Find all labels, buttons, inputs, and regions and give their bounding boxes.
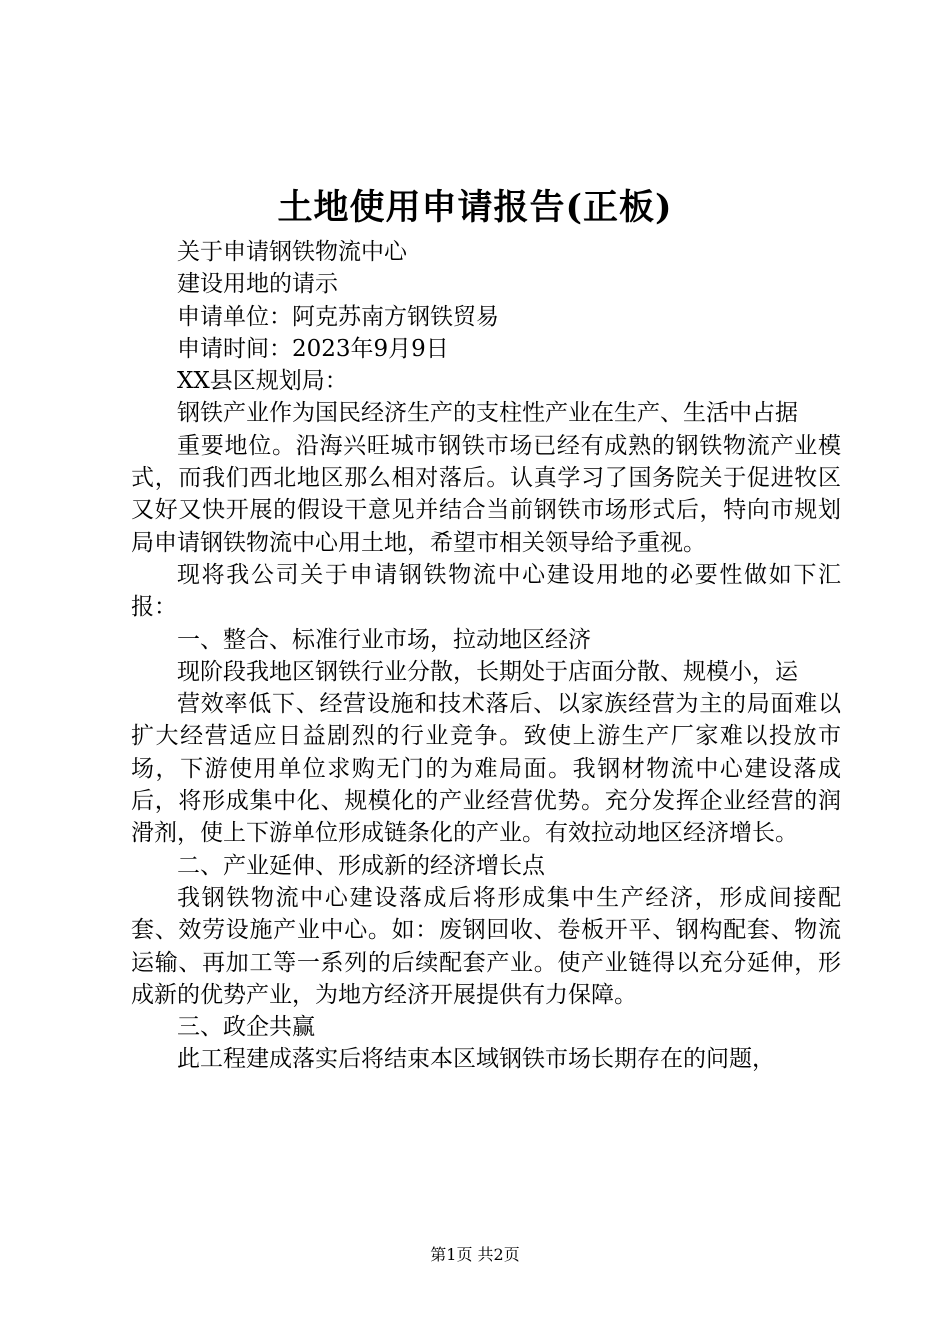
paragraph-body: 钢铁产业作为国民经济生产的支柱性产业在生产、生活中占据 [177,400,798,427]
paragraph-addressee: XX县区规划局： [177,368,348,395]
section-heading: 三、政企共赢 [177,1014,315,1041]
page-number-footer: 第1页 共2页 [430,1245,520,1264]
paragraph-subject-line-1: 关于申请钢铁物流中心 [177,239,407,265]
paragraph-body: 重要地位。沿海兴旺城市钢铁市场已经有成熟的钢铁物流产业模式，而我们西北地区那么相对落后。认真学习了国务院关于促进牧区又好又快开展的假设干意见并结合当前钢铁市场形式后，特向市规划局申请钢铁物流中心用土地，希望市相关领导给予重视。 [131,432,841,556]
paragraph-application-date: 申请时间：2023年9月9日 [177,335,449,362]
paragraph-body: 营效率低下、经营设施和技术落后、以家族经营为主的局面难以扩大经营适应日益剧烈的行业竞争。致使上游生产厂家难以投放市场，下游使用单位求购无门的为难局面。我钢材物流中心建设落成后，将形成集中化、规模化的产业经营优势。充分发挥企业经营的润滑剂，使上下游单位形成链条化的产业。有效拉动地区经济增长。 [131,691,841,847]
paragraph-body: 现将我公司关于申请钢铁物流中心建设用地的必要性做如下汇报： [131,561,841,621]
paragraph-applicant: 申请单位：阿克苏南方钢铁贸易 [177,303,499,330]
section-heading: 一、整合、标准行业市场，拉动地区经济 [177,626,591,653]
paragraph-body: 现阶段我地区钢铁行业分散，长期处于店面分散、规模小，运 [177,658,798,685]
document-title: 土地使用申请报告(正板) [277,187,673,228]
document-body [131,236,841,1076]
paragraph-subject-line-2: 建设用地的请示 [177,271,338,298]
paragraph-body: 此工程建成落实后将结束本区域钢铁市场长期存在的问题， [177,1046,775,1073]
paragraph-body: 我钢铁物流中心建设落成后将形成集中生产经济，形成间接配套、效劳设施产业中心。如：废钢回收、卷板开平、钢构配套、物流运输、再加工等一系列的后续配套产业。使产业链得以充分延伸，形成新的优势产业，为地方经济开展提供有力保障。 [131,884,841,1008]
section-heading: 二、产业延伸、形成新的经济增长点 [177,852,545,879]
